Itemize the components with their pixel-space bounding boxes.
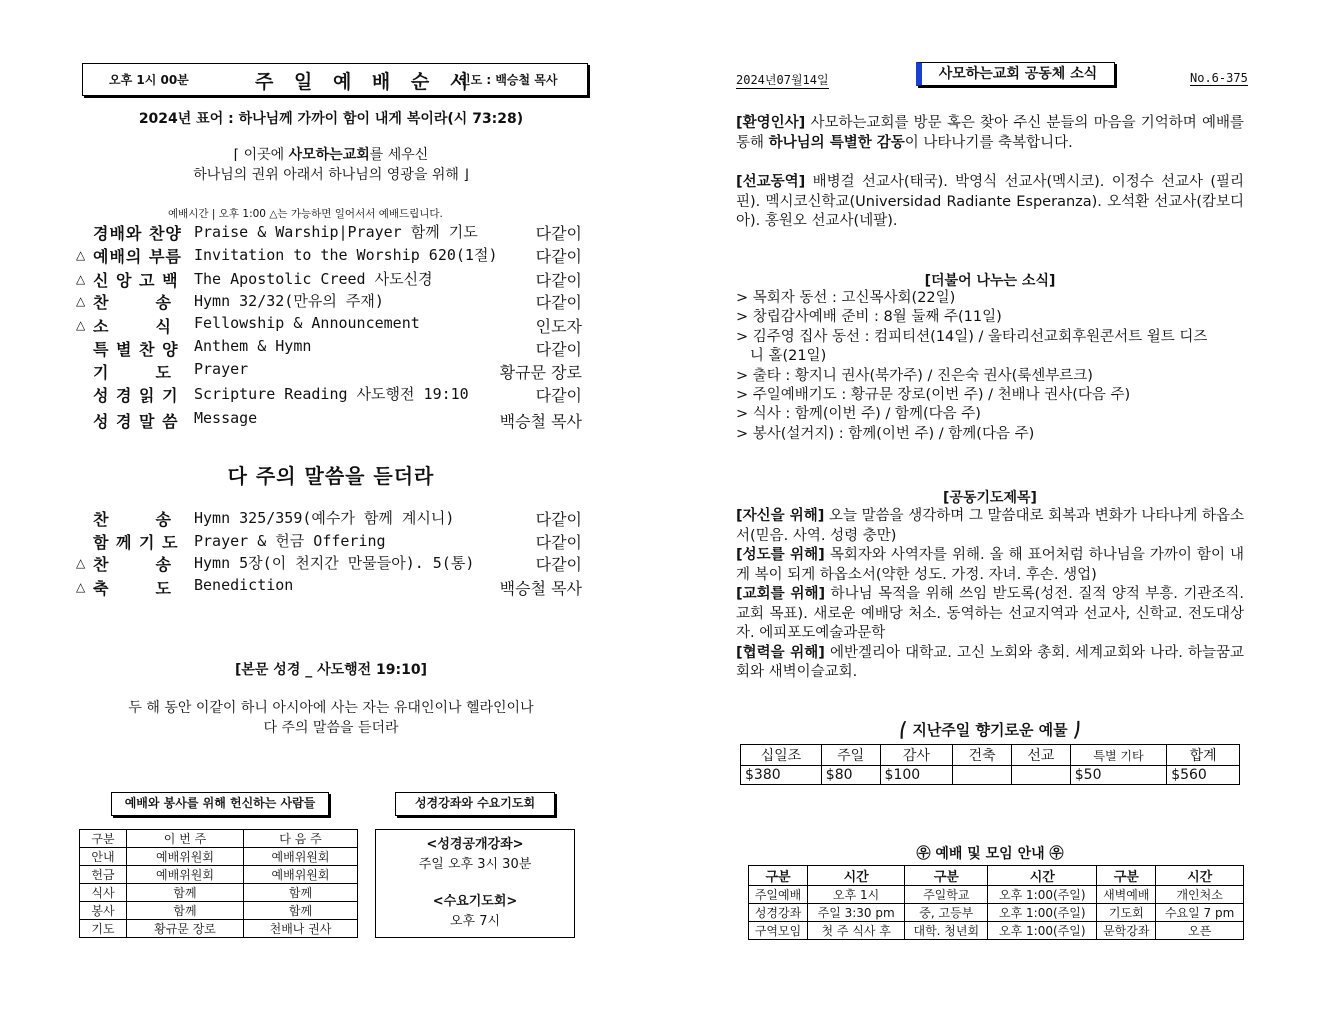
share-item: > 김주영 집사 동선 : 컴피티션(14일) / 울타리선교회후원콘서트 윌트 디즈 (736, 328, 1208, 345)
table-header-cell: 선교 (1012, 745, 1071, 766)
table-header-cell: 주일 (821, 745, 880, 766)
order-row (76, 576, 586, 598)
table-header-row (749, 866, 1244, 886)
share-title: [더불어 나누는 소식] (924, 273, 1056, 289)
servers-label: 예배와 봉사를 위해 헌신하는 사람들 (111, 792, 329, 816)
order-item-name: 경배와 찬양 (93, 224, 182, 243)
table-cell: 주일학교 (905, 886, 988, 904)
order-row (76, 268, 586, 290)
table-cell: 새벽예배 (1097, 886, 1156, 904)
order-title: 주 일 예 배 순 서 (255, 71, 476, 93)
mission-line-1: ⌈ 이곳에 사모하는교회를 세우신 (233, 147, 429, 163)
meeting-table (748, 865, 1244, 940)
table-header-row (80, 830, 358, 848)
table-row (80, 920, 358, 938)
order-item-desc: Fellowship & Announcement (194, 314, 420, 332)
table-row (80, 848, 358, 866)
table-row (80, 902, 358, 920)
study-box (375, 829, 575, 938)
share-item: > 출타 : 황지니 권사(북가주) / 진은숙 권사(룩센부르크) (736, 367, 1093, 384)
table-header-cell: 구분 (905, 866, 988, 886)
order-item-name: 축 도 (93, 579, 172, 598)
prayer-item (736, 546, 1244, 585)
table-cell: 헌금 (80, 866, 127, 884)
order-header-box (82, 63, 588, 96)
bulletin-number: No.6-375 (1190, 71, 1248, 85)
mission-paragraph: [선교동역] 배병걸 선교사(태국). 박영식 선교사(멕시코). 이정수 선교사 (필리핀). 멕시코신학교(Universidad Radiante Esperanza). 오석환 선교사(캄보디아). 홍원오 선교사(네팔). (736, 174, 1244, 229)
stand-mark: △ (76, 580, 86, 594)
prayer-item (736, 585, 1244, 644)
meeting-title: ㉾ 예배 및 모임 안내 ㉾ (916, 846, 1064, 862)
share-item: > 목회자 동선 : 고신목사회(22일) (736, 290, 956, 306)
prayer-item-text: 오늘 말씀을 생각하며 그 말씀대로 회복과 변화가 나타나게 하옵소서(믿음. 사역. 성령 충만) (736, 508, 1245, 544)
order-item-name: 특 별 찬 양 (93, 340, 179, 359)
table-header-cell: 특별 기타 (1070, 745, 1166, 766)
sermon-title: 다 주의 말씀을 듣더라 (227, 464, 435, 488)
table-cell: 함께 (244, 884, 358, 902)
table-header-cell: 시간 (808, 866, 905, 886)
prayer-item-label: [성도를 위해] (736, 547, 825, 563)
offering-title: ⎛ 지난주일 향기로운 예물 ⎠ (899, 721, 1081, 739)
order-item-name: 기 도 (93, 363, 172, 382)
prayer-item-text: 하나님 목적을 위해 쓰임 받도록(성전. 질적 양적 부흥. 기관조직. 교회 목표). 새로운 예배당 처소. 동역하는 선교지역과 선교사, 신학교. 전도대상자. 에피포도예술과문학 (736, 586, 1245, 641)
share-item: > 창립감사예배 준비 : 8월 둘째 주(11일) (736, 309, 1002, 326)
worship-note: 예배시간 | 오후 1:00 △는 가능하면 일어서서 예배드립니다. (168, 208, 443, 220)
table-cell: 대학. 청년회 (905, 922, 988, 940)
share-item: > 식사 : 함께(이번 주) / 함께(다음 주) (736, 406, 981, 423)
prayer-list (736, 507, 1244, 683)
order-item-leader: 황규문 장로 (499, 363, 582, 382)
order-row (76, 530, 586, 552)
table-header-cell: 감사 (880, 745, 953, 766)
order-item-leader: 다같이 (535, 271, 582, 290)
table-cell: 구역모임 (749, 922, 808, 940)
table-cell (1012, 766, 1071, 785)
table-cell: 주일 3:30 pm (808, 904, 905, 922)
table-cell: $80 (821, 766, 880, 785)
share-item: > 주일예배기도 : 황규문 장로(이번 주) / 천배나 권사(다음 주) (736, 387, 1131, 404)
table-cell: 오후 1:00(주일) (988, 904, 1097, 922)
table-row (749, 886, 1244, 904)
order-row (76, 290, 586, 312)
prayer-item (736, 507, 1244, 546)
share-item: 니 홀(21일) (736, 348, 827, 365)
order-item-name: 예배의 부름 (93, 247, 182, 266)
table-header-cell: 시간 (988, 866, 1097, 886)
mission-line-2: 하나님의 권위 아래서 하나님의 영광을 위해 ⌋ (193, 167, 469, 183)
table-cell: 기도 (80, 920, 127, 938)
order-item-name: 찬 송 (93, 293, 172, 312)
table-header-cell: 구분 (749, 866, 808, 886)
table-cell: 중, 고등부 (905, 904, 988, 922)
order-item-name: 소 식 (93, 317, 172, 336)
bulletin-date: 2024년07월14일 (736, 73, 829, 87)
order-item-leader: 백승철 목사 (499, 412, 582, 431)
table-cell: 오후 1:00(주일) (988, 886, 1097, 904)
year-motto: 2024년 표어 : 하나님께 가까이 함이 내게 복이라(시 73:28) (138, 111, 524, 127)
stand-mark: △ (76, 248, 86, 262)
order-item-desc: Hymn 32/32(만유의 주재) (194, 292, 384, 310)
share-item: > 봉사(설거지) : 함께(이번 주) / 함께(다음 주) (736, 425, 1035, 442)
order-item-leader: 다같이 (535, 510, 582, 529)
order-item-leader: 다같이 (535, 340, 582, 359)
table-cell: 예배위원회 (244, 866, 358, 884)
order-item-desc: Message (194, 409, 258, 427)
order-row (76, 383, 586, 405)
table-cell: 함께 (244, 902, 358, 920)
service-leader: 인도 : 백승철 목사 (459, 73, 558, 87)
table-cell: 오후 1시 (808, 886, 905, 904)
table-cell: 오후 1:00(주일) (988, 922, 1097, 940)
order-item-leader: 다같이 (535, 386, 582, 405)
service-time: 오후 1시 00분 (109, 73, 189, 87)
table-cell: $50 (1070, 766, 1166, 785)
order-row (76, 244, 586, 266)
table-cell: 오픈 (1156, 922, 1244, 940)
order-row (76, 360, 586, 382)
table-cell: 수요일 7 pm (1156, 904, 1244, 922)
order-item-desc: Scripture Reading 사도행전 19:10 (194, 385, 469, 403)
prayer-item-label: [자신을 위해] (736, 508, 825, 524)
table-header-cell: 건축 (953, 745, 1012, 766)
table-row (749, 922, 1244, 940)
table-cell: 봉사 (80, 902, 127, 920)
table-cell: 함께 (127, 884, 244, 902)
order-item-desc: Benediction (194, 576, 294, 594)
table-row (80, 866, 358, 884)
order-row (76, 314, 586, 336)
table-row (741, 766, 1240, 785)
order-item-leader: 백승철 목사 (499, 579, 582, 598)
stand-mark: △ (76, 272, 86, 286)
table-cell: 첫 주 식사 후 (808, 922, 905, 940)
prayer-title: [공동기도제목] (943, 490, 1037, 506)
table-cell: 황규문 장로 (127, 920, 244, 938)
table-header-cell: 시간 (1156, 866, 1244, 886)
order-row (76, 221, 586, 243)
stand-mark: △ (76, 556, 86, 570)
order-item-leader: 다같이 (535, 533, 582, 552)
offering-table (740, 744, 1240, 785)
table-cell: 천배나 권사 (244, 920, 358, 938)
study-title-1: <성경공개강좌> (426, 837, 524, 852)
prayer-item-text: 목회자와 사역자를 위해. 올 해 표어처럼 하나님을 가까이 함이 내게 복이 되게 하옵소서(약한 성도. 가정. 자녀. 후손. 생업) (736, 547, 1244, 583)
table-cell: 안내 (80, 848, 127, 866)
table-header-cell: 구분 (1097, 866, 1156, 886)
study-time-2: 오후 7시 (449, 914, 501, 929)
table-cell: 함께 (127, 902, 244, 920)
order-item-leader: 다같이 (535, 247, 582, 266)
scripture-line-2: 다 주의 말씀을 듣더라 (263, 720, 399, 736)
table-cell: 주일예배 (749, 886, 808, 904)
share-list (736, 289, 1248, 444)
table-cell: 예배위원회 (127, 848, 244, 866)
table-cell: 예배위원회 (244, 848, 358, 866)
table-cell: 문학강좌 (1097, 922, 1156, 940)
order-row (76, 409, 586, 431)
table-header-cell: 십일조 (741, 745, 822, 766)
table-cell: 예배위원회 (127, 866, 244, 884)
table-header-row (741, 745, 1240, 766)
table-header-cell: 합계 (1167, 745, 1240, 766)
order-item-leader: 인도자 (535, 317, 582, 336)
order-item-name: 함 께 기 도 (93, 533, 179, 552)
table-cell: 기도회 (1097, 904, 1156, 922)
table-row (80, 884, 358, 902)
order-item-name: 신 앙 고 백 (93, 271, 179, 290)
order-row (76, 337, 586, 359)
order-item-desc: Hymn 5장(이 천지간 만물들아). 5(통) (194, 554, 475, 572)
order-item-desc: Praise & Warship|Prayer 함께 기도 (194, 223, 478, 241)
table-cell: 개인처소 (1156, 886, 1244, 904)
order-item-desc: The Apostolic Creed 사도신경 (194, 270, 433, 288)
table-cell: $100 (880, 766, 953, 785)
order-item-name: 성 경 읽 기 (93, 386, 179, 405)
table-header-cell: 이 번 주 (127, 830, 244, 848)
order-item-name: 찬 송 (93, 510, 172, 529)
table-row (749, 904, 1244, 922)
prayer-item (736, 644, 1244, 683)
scripture-line-1: 두 해 동안 이같이 하니 아시아에 사는 자는 유대인이나 헬라인이나 (128, 700, 534, 716)
order-item-leader: 다같이 (535, 555, 582, 574)
table-cell: 식사 (80, 884, 127, 902)
order-item-name: 성 경 말 씀 (93, 412, 179, 431)
table-header-cell: 구분 (80, 830, 127, 848)
servers-table (79, 829, 358, 938)
table-cell: $380 (741, 766, 822, 785)
order-item-desc: Prayer & 헌금 Offering (194, 532, 386, 550)
welcome-paragraph: [환영인사] 사모하는교회를 방문 혹은 찾아 주신 분들의 마음을 기억하며 예배를 통해 하나님의 특별한 감동이 나타나기를 축복합니다. (736, 115, 1244, 151)
prayer-item-label: [교회를 위해] (736, 586, 826, 602)
study-title-2: <수요기도회> (432, 894, 518, 909)
study-time-1: 주일 오후 3시 30분 (418, 857, 532, 872)
order-item-desc: Hymn 325/359(예수가 함께 계시니) (194, 509, 455, 527)
order-item-leader: 다같이 (535, 293, 582, 312)
order-row (76, 552, 586, 574)
news-title: 사모하는교회 공동체 소식 (916, 62, 1115, 86)
order-row (76, 507, 586, 529)
table-cell: 성경강좌 (749, 904, 808, 922)
order-item-desc: Prayer (194, 360, 249, 378)
order-item-desc: Invitation to the Worship 620(1절) (194, 246, 498, 264)
scripture-title: [본문 성경 _ 사도행전 19:10] (234, 662, 428, 678)
study-label: 성경강좌와 수요기도회 (395, 792, 555, 816)
stand-mark: △ (76, 294, 86, 308)
table-cell (953, 766, 1012, 785)
order-item-desc: Anthem & Hymn (194, 337, 312, 355)
prayer-item-text: 에반겔리아 대학교. 고신 노회와 총회. 세계교회와 나라. 하늘꿈교회와 새벽이슬교회. (736, 644, 1244, 680)
table-header-cell: 다 음 주 (244, 830, 358, 848)
stand-mark: △ (76, 318, 86, 332)
table-cell: $560 (1167, 766, 1240, 785)
order-item-name: 찬 송 (93, 555, 172, 574)
order-item-leader: 다같이 (535, 224, 582, 243)
prayer-item-label: [협력을 위해] (736, 644, 825, 661)
